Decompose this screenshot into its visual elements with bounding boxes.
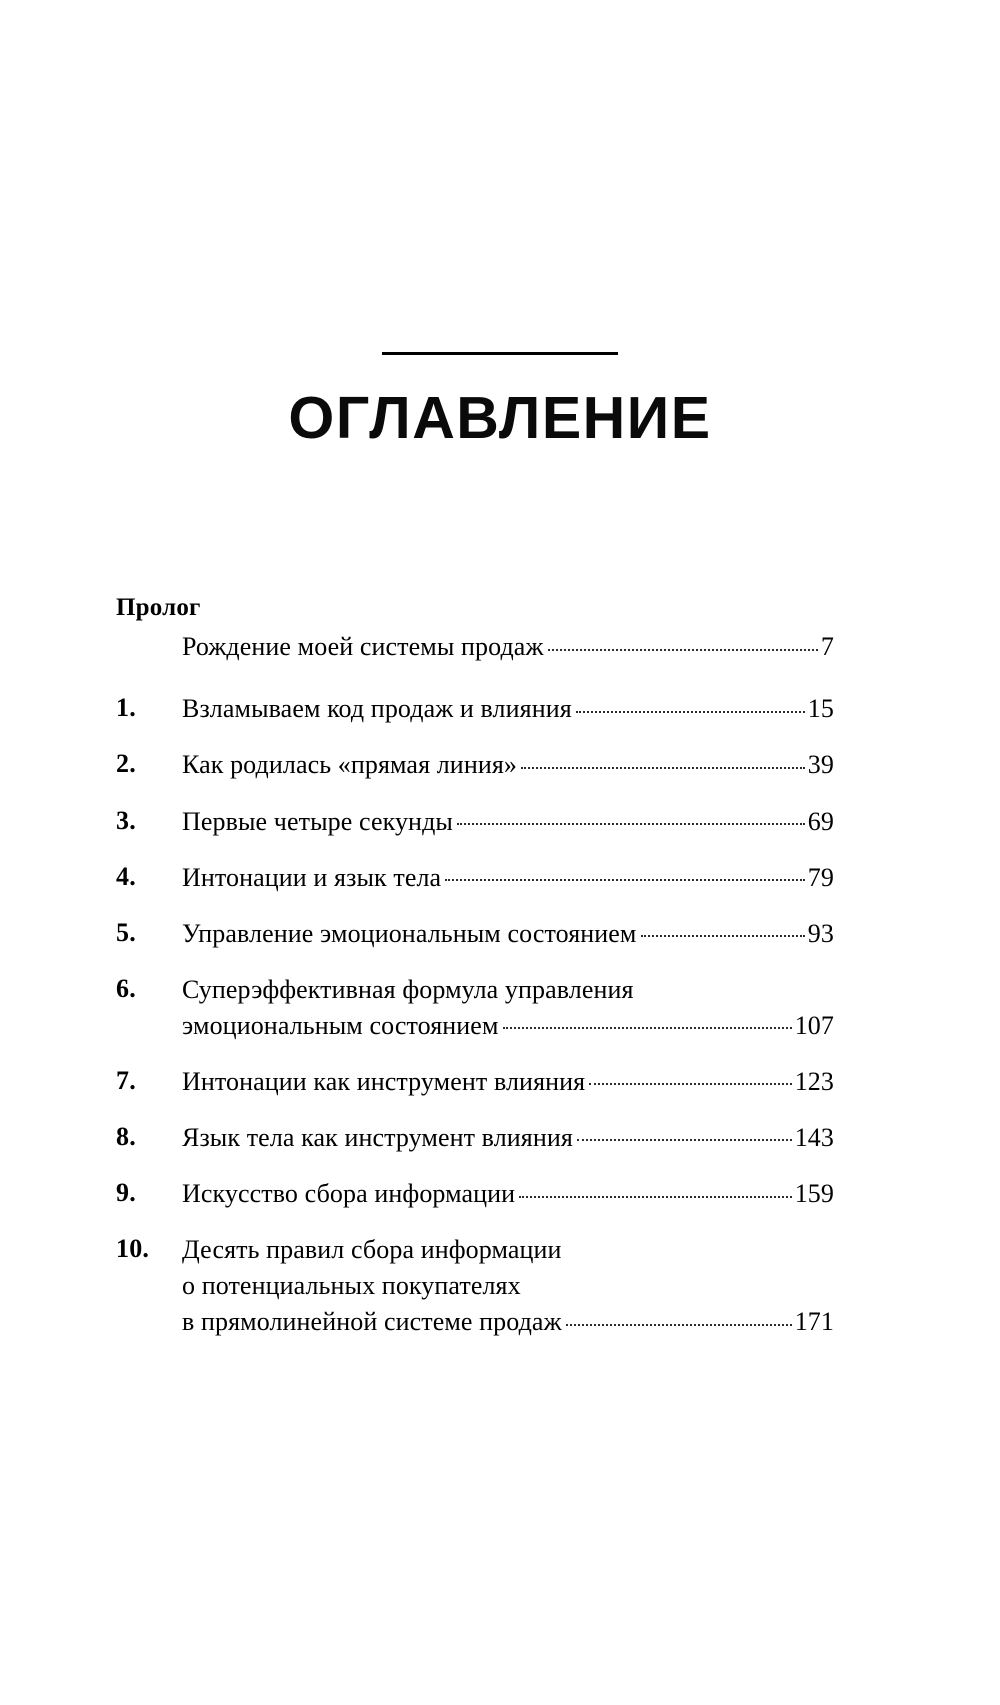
toc-entry-number: 6. <box>116 973 136 1003</box>
dot-leader <box>445 860 805 886</box>
toc-entry-body <box>182 972 834 1043</box>
toc-page-number: 171 <box>794 1307 834 1337</box>
toc-entry[interactable] <box>116 1120 834 1155</box>
toc-entry-body <box>182 629 834 664</box>
toc-entry-body <box>182 804 834 839</box>
toc-page-number: 143 <box>794 1123 834 1153</box>
toc-entry-title: Первые четыре секунды <box>182 806 453 836</box>
toc-entry[interactable] <box>116 629 834 664</box>
toc-entry-number: 4. <box>116 861 136 891</box>
toc-entry-line <box>182 629 834 664</box>
toc-entry-number: 5. <box>116 917 136 947</box>
toc-page-number: 159 <box>794 1179 834 1209</box>
toc-entry-title: Интонации как инструмент влияния <box>182 1067 586 1096</box>
toc-page-number: 39 <box>807 750 834 780</box>
toc-page-number: 69 <box>807 806 834 836</box>
dot-leader <box>577 1120 792 1146</box>
toc-page-number: 15 <box>807 694 834 724</box>
toc-entry-line <box>182 1304 834 1339</box>
toc-entry-title: Взламываем код продаж и влияния <box>182 694 572 724</box>
toc-entry-number: 7. <box>116 1066 136 1095</box>
toc-entry[interactable] <box>116 1232 834 1339</box>
toc-entry[interactable] <box>116 860 834 895</box>
toc-page-number: 93 <box>807 918 834 948</box>
toc-entry-title: Искусство сбора информации <box>182 1179 516 1209</box>
toc-entry-title: Рождение моей системы продаж <box>182 632 544 662</box>
toc-entry-line <box>182 1176 834 1211</box>
dot-leader <box>566 1304 792 1330</box>
toc-entry-number: 1. <box>116 693 136 723</box>
toc-entry-body <box>182 691 834 726</box>
toc-entry-line <box>182 860 834 895</box>
toc-entry-line <box>182 916 834 951</box>
toc-entry-line <box>182 1008 834 1043</box>
toc-entry-body <box>182 1176 834 1211</box>
toc-entry-title: Интонации и язык тела <box>182 862 442 892</box>
toc-entry-title: Десять правил сбора информации <box>182 1235 562 1265</box>
toc-entry-body <box>182 747 834 782</box>
prolog-heading: Пролог <box>116 594 201 621</box>
dot-leader <box>641 916 805 942</box>
dot-leader <box>519 1176 792 1202</box>
toc-entry-body <box>182 916 834 951</box>
toc-page-number: 79 <box>807 862 834 892</box>
toc-entry[interactable] <box>116 691 834 726</box>
toc-entry-number: 10. <box>116 1234 150 1264</box>
toc-entry-title: Суперэффективная формула управления <box>182 974 634 1004</box>
toc-entry-line <box>182 804 834 839</box>
toc-entry[interactable] <box>116 1064 834 1099</box>
toc-entry-number: 8. <box>116 1122 136 1152</box>
toc-entry-line <box>182 691 834 726</box>
toc-entry-line <box>182 1268 834 1303</box>
dot-leader <box>457 804 805 830</box>
dot-leader <box>638 972 832 998</box>
toc-entry-line <box>182 1120 834 1155</box>
toc-entry-title: Язык тела как инструмент влияния <box>182 1123 573 1153</box>
toc-entry-title: в прямолинейной системе продаж <box>182 1307 562 1337</box>
toc-entry-body <box>182 1120 834 1155</box>
title-block <box>0 352 1000 451</box>
toc-entry-number: 9. <box>116 1178 136 1208</box>
toc-entry[interactable] <box>116 1176 834 1211</box>
toc-entry-title: о потенциальных покупателях <box>182 1271 521 1301</box>
dot-leader <box>548 629 818 655</box>
toc-entry[interactable] <box>116 747 834 782</box>
toc-entry-body <box>182 1064 834 1099</box>
toc-entry-line <box>182 972 834 1007</box>
toc-entry-title: эмоциональным состоянием <box>182 1010 499 1040</box>
dot-leader <box>525 1268 832 1294</box>
dot-leader <box>576 691 805 717</box>
toc-entry[interactable] <box>116 916 834 951</box>
toc-entry-title: Как родилась «прямая линия» <box>182 750 517 780</box>
dot-leader <box>521 747 805 773</box>
dot-leader <box>503 1008 792 1034</box>
toc-entry-body <box>182 1232 834 1339</box>
toc-entry-number: 2. <box>116 749 136 779</box>
page-title: ОГЛАВЛЕНИЕ <box>288 385 712 451</box>
toc-entry-line <box>182 747 834 782</box>
toc-entry-list <box>116 629 834 1339</box>
toc-page-number: 107 <box>794 1010 834 1040</box>
toc-page-number: 7 <box>820 632 834 662</box>
toc-entry[interactable] <box>116 804 834 839</box>
toc-page-number: 123 <box>794 1067 834 1096</box>
dot-leader <box>589 1064 791 1090</box>
toc-entry[interactable] <box>116 972 834 1043</box>
dot-leader <box>566 1232 832 1258</box>
toc-entry-line <box>182 1064 834 1099</box>
title-divider-rule <box>382 352 618 355</box>
toc-entry-body <box>182 860 834 895</box>
toc-entry-line <box>182 1232 834 1267</box>
table-of-contents <box>116 592 834 1361</box>
toc-entry-number: 3. <box>116 805 136 835</box>
toc-entry-title: Управление эмоциональным состоянием <box>182 918 637 948</box>
